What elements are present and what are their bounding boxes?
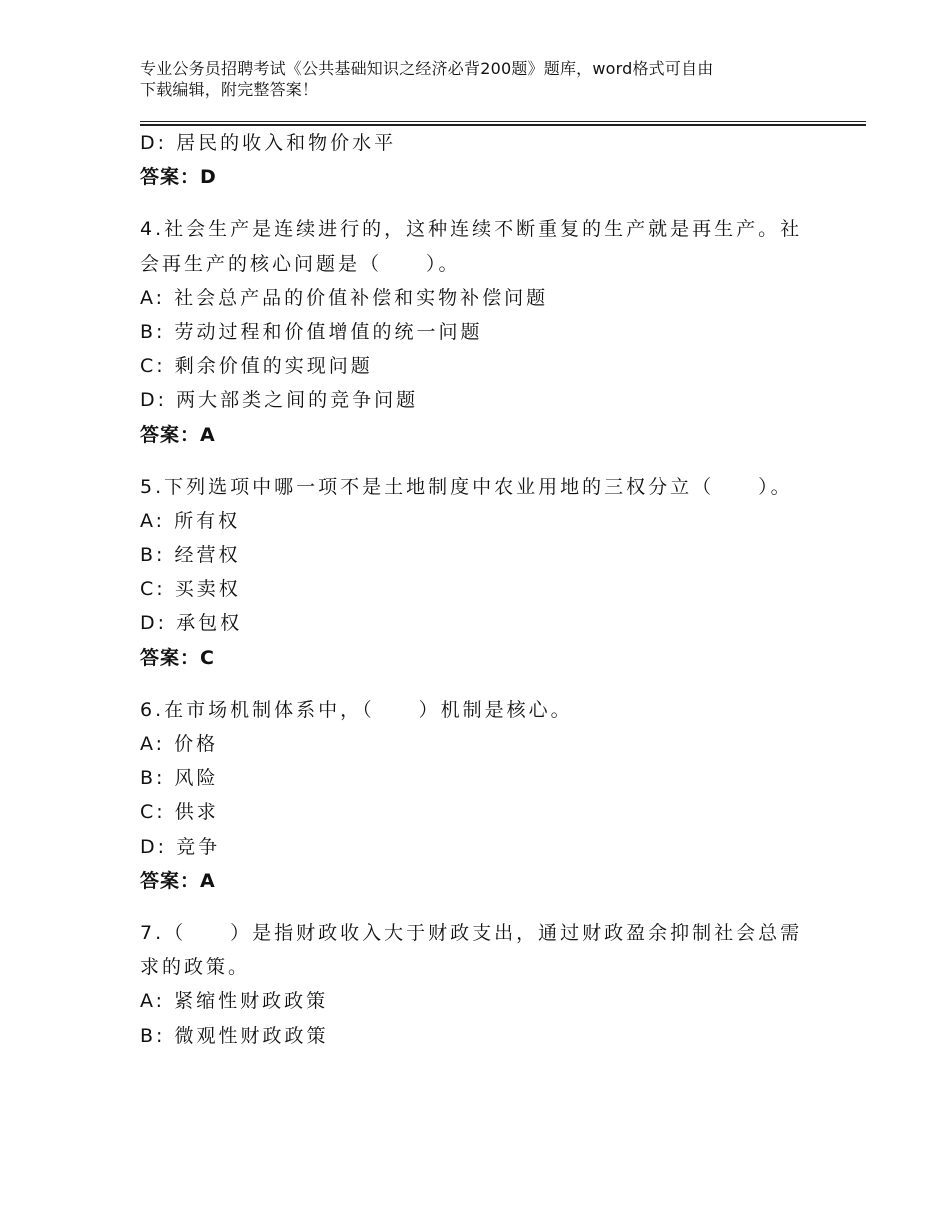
question-3-partial — [140, 126, 840, 194]
option-c: C: 供求 — [140, 801, 219, 824]
question-stem: 6.在市场机制体系中，（ ）机制是核心。 — [140, 698, 573, 721]
option-d: D: 居民的收入和物价水平 — [140, 132, 397, 154]
option-b: B: 经营权 — [140, 544, 241, 567]
document-content — [140, 126, 840, 1053]
question-5 — [140, 470, 840, 675]
document-header — [140, 58, 830, 100]
option-b: B: 微观性财政政策 — [140, 1024, 329, 1047]
answer: 答案：C — [140, 646, 215, 669]
option-d: D: 两大部类之间的竞争问题 — [140, 389, 419, 412]
question-stem: 5.下列选项中哪一项不是土地制度中农业用地的三权分立（ ）。 — [140, 475, 793, 498]
answer: 答案：D — [140, 166, 217, 189]
option-a: A: 价格 — [140, 733, 219, 755]
header-line-1: 专业公务员招聘考试《公共基础知识之经济必背200题》题库，word格式可自由 — [140, 59, 714, 78]
option-a: A: 社会总产品的价值补偿和实物补偿问题 — [140, 286, 549, 309]
question-stem: 4.社会生产是连续进行的，这种连续不断重复的生产就是再生产。社 — [140, 218, 803, 241]
question-7 — [140, 916, 840, 1053]
question-6 — [140, 693, 840, 898]
option-d: D: 竞争 — [140, 835, 221, 858]
question-stem: 7.（ ）是指财政收入大于财政支出，通过财政盈余抑制社会总需 — [140, 921, 803, 944]
answer: 答案：A — [140, 423, 216, 446]
option-d: D: 承包权 — [140, 612, 243, 635]
option-a: A: 所有权 — [140, 509, 241, 532]
question-stem: 会再生产的核心问题是（ ）。 — [140, 252, 461, 275]
option-c: C: 买卖权 — [140, 578, 241, 601]
question-stem: 求的政策。 — [140, 956, 251, 979]
option-b: B: 风险 — [140, 767, 219, 790]
header-rule-thin — [140, 121, 866, 122]
option-a: A: 紧缩性财政政策 — [140, 990, 329, 1013]
question-4 — [140, 212, 840, 451]
option-c: C: 剩余价值的实现问题 — [140, 355, 373, 378]
header-line-2: 下载编辑，附完整答案！ — [140, 80, 319, 99]
option-b: B: 劳动过程和价值增值的统一问题 — [140, 320, 483, 343]
answer: 答案：A — [140, 869, 216, 892]
